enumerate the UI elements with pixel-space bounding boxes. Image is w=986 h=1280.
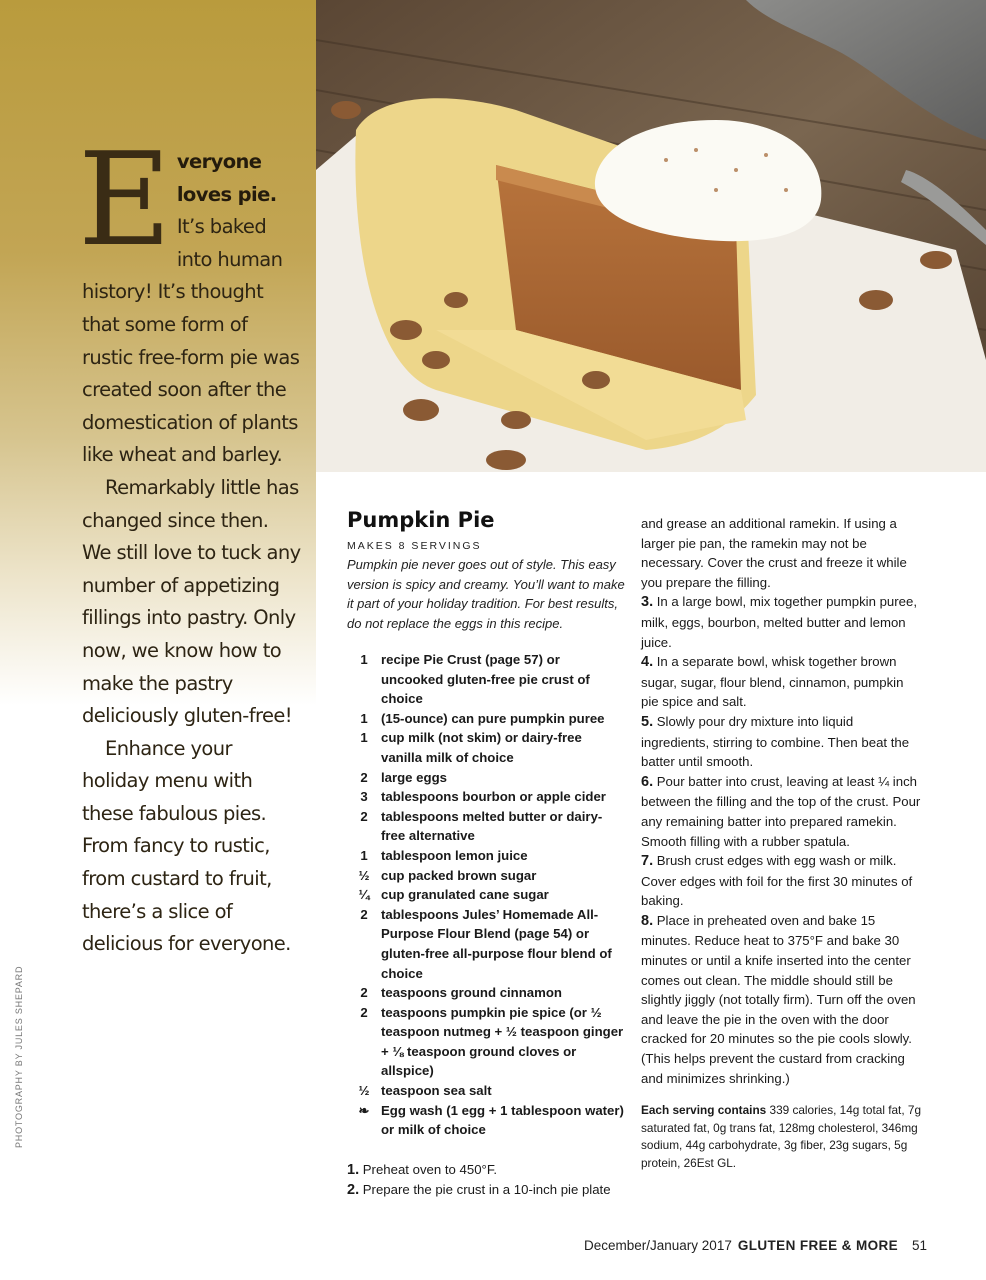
step-2-continued: and grease an additional ramekin. If using a larger pie pan, the ramekin may not be necessary. Cover the crust and freeze it while you prepare the filling.: [641, 516, 907, 590]
steps-list-continued: [641, 592, 921, 1088]
ingredient-item: [347, 1003, 625, 1081]
intro-paragraph-2: Remarkably little has changed since then. We still love to tuck any number of appetizing fillings into pastry. Only now, we know how to make the pastry deliciously gluten-free!: [82, 475, 301, 728]
ingredient-text: tablespoons Jules’ Homemade All-Purpose Flour Blend (page 54) or gluten-free all-purpose flour blend of choice: [381, 906, 612, 981]
ingredient-list: [347, 650, 625, 1140]
ingredient-item: [347, 728, 625, 767]
ingredient-item: [347, 866, 625, 886]
step-item: [347, 1180, 625, 1201]
ingredient-quantity: 1: [360, 847, 368, 863]
step-number: 5.: [641, 713, 654, 730]
ingredient-quantity: 1: [360, 652, 368, 667]
recipe-description: Pumpkin pie never goes out of style. This easy version is spicy and creamy. You’ll want to make it part of your holiday tradition. For best results, do not replace the eggs in this recipe.: [347, 557, 625, 631]
ingredient-text: teaspoon sea salt: [381, 1083, 492, 1099]
step-item: [641, 712, 921, 772]
intro-lead: veryone loves pie.: [176, 150, 277, 206]
ingredient-item: [347, 768, 625, 788]
step-item: [641, 592, 921, 652]
step-number: 8.: [641, 912, 654, 929]
nutrition-info: [641, 1102, 921, 1172]
ingredient-quantity: ½: [358, 867, 370, 883]
ingredient-quantity: 2: [360, 985, 368, 1001]
intro-paragraph-3: Enhance your holiday menu with these fabulous pies. From fancy to rustic, from custard to fruit, there’s a slice of delicious for everyone.: [82, 736, 291, 956]
ingredient-text: tablespoons bourbon or apple cider: [381, 789, 606, 805]
ingredient-quantity: ❧: [358, 1102, 370, 1118]
ingredient-quantity: ½: [358, 1083, 370, 1099]
ingredient-item: [347, 905, 625, 983]
ingredient-item: [347, 1101, 625, 1140]
ingredient-item: [347, 650, 625, 709]
ingredient-quantity: ¼: [358, 887, 370, 903]
step-text: In a separate bowl, whisk together brown sugar, sugar, flour blend, cinnamon, pumpkin pie spice and salt.: [641, 654, 904, 710]
step-item: [641, 772, 921, 851]
ingredient-text: recipe Pie Crust (page 57) or uncooked gluten-free pie crust of choice: [381, 652, 590, 707]
page-number: 51: [912, 1238, 928, 1253]
step-text: Pour batter into crust, leaving at least ¼ inch between the filling and the top of the crust. Pour any remaining batter into prepared ramekin. Smooth filling with a rubber spatula.: [641, 773, 921, 849]
ingredient-text: cup packed brown sugar: [381, 867, 537, 883]
steps-column: [641, 514, 921, 1172]
ingredient-quantity: 2: [360, 906, 368, 922]
step-text: In a large bowl, mix together pumpkin puree, milk, eggs, bourbon, melted butter and lemon juice.: [641, 594, 917, 650]
step-number: 1.: [347, 1161, 360, 1178]
steps-list: [347, 1160, 625, 1201]
ingredient-text: tablespoons melted butter or dairy-free alternative: [381, 808, 603, 844]
ingredient-item: [347, 807, 625, 846]
step-item: [641, 851, 921, 911]
step-number: 7.: [641, 853, 654, 870]
step-item: [641, 652, 921, 712]
ingredient-text: (15-ounce) can pure pumpkin puree: [381, 710, 605, 726]
ingredient-quantity: 1: [360, 710, 368, 726]
ingredient-quantity: 2: [360, 808, 368, 824]
ingredient-quantity: 2: [360, 1004, 368, 1020]
ingredient-text: teaspoons pumpkin pie spice (or ½ teaspoon nutmeg + ½ teaspoon ginger + ⅛ teaspoon ground cloves or allspice): [381, 1004, 624, 1079]
step-text: Prepare the pie crust in a 10-inch pie plate: [362, 1182, 611, 1198]
drop-cap: E: [78, 126, 171, 275]
intro-paragraph-1-text: It’s baked into human history! It’s thought that some form of rustic free-form pie was created soon after the domestication of plants like wheat and barley.: [82, 215, 300, 467]
ingredient-item: [347, 1081, 625, 1101]
nutrition-values: 339 calories, 14g total fat, 7g saturated fat, 0g trans fat, 128mg cholesterol, 346mg sodium, 44g carbohydrate, 3g fiber, 23g sugars, 5g protein, 26Est GL.: [641, 1103, 922, 1170]
magazine-name: GLUTEN FREE & MORE: [737, 1238, 899, 1253]
step-text: Brush crust edges with egg wash or milk. Cover edges with foil for the first 30 minutes of baking.: [641, 853, 913, 909]
recipe-title: Pumpkin Pie: [347, 508, 495, 532]
ingredient-quantity: 1: [360, 730, 368, 746]
step-text: Slowly pour dry mixture into liquid ingredients, stirring to combine. Then beat the batter until smooth.: [641, 713, 910, 770]
step-number: 2.: [347, 1182, 360, 1199]
ingredient-quantity: 2: [360, 769, 368, 785]
intro-text: [78, 126, 302, 961]
step-number: 3.: [641, 594, 654, 611]
ingredient-item: [347, 787, 625, 807]
step-text: Place in preheated oven and bake 15 minutes. Reduce heat to 375°F and bake 30 minutes or until a knife inserted into the center comes out clean. The middle should still be slightly jiggly (not totally firm). Turn off the oven and leave the pie in the oven with the door cracked for 20 minutes so the pie cools slowly. (This helps prevent the custard from cracking and minimizes shrinking.): [641, 912, 916, 1086]
recipe-servings: MAKES 8 SERVINGS: [347, 540, 482, 552]
ingredient-item: [347, 846, 625, 866]
pumpkin-pie-photo: [316, 0, 986, 472]
intro-paragraph-1: [78, 126, 302, 472]
step-text: Preheat oven to 450°F.: [362, 1161, 498, 1177]
step-number: 4.: [641, 654, 654, 671]
ingredient-text: cup milk (not skim) or dairy-free vanilla milk of choice: [381, 730, 582, 765]
page-footer: [584, 1238, 927, 1253]
issue-date: December/January 2017: [584, 1238, 732, 1253]
ingredient-quantity: 3: [360, 789, 368, 805]
ingredient-text: cup granulated cane sugar: [381, 887, 549, 903]
ingredient-text: Egg wash (1 egg + 1 tablespoon water) or milk of choice: [381, 1102, 624, 1138]
ingredient-item: [347, 983, 625, 1003]
step-number: 6.: [641, 773, 654, 790]
ingredient-item: [347, 709, 625, 729]
ingredient-text: teaspoons ground cinnamon: [381, 985, 562, 1001]
ingredient-text: tablespoon lemon juice: [381, 847, 528, 863]
ingredient-item: [347, 885, 625, 905]
step-item: [347, 1160, 625, 1181]
photo-credit: PHOTOGRAPHY BY JULES SHEPARD: [14, 965, 24, 1148]
nutrition-label: Each serving contains: [641, 1103, 767, 1118]
step-item: [641, 911, 921, 1088]
recipe-column: [347, 508, 625, 1201]
ingredient-text: large eggs: [381, 769, 447, 785]
